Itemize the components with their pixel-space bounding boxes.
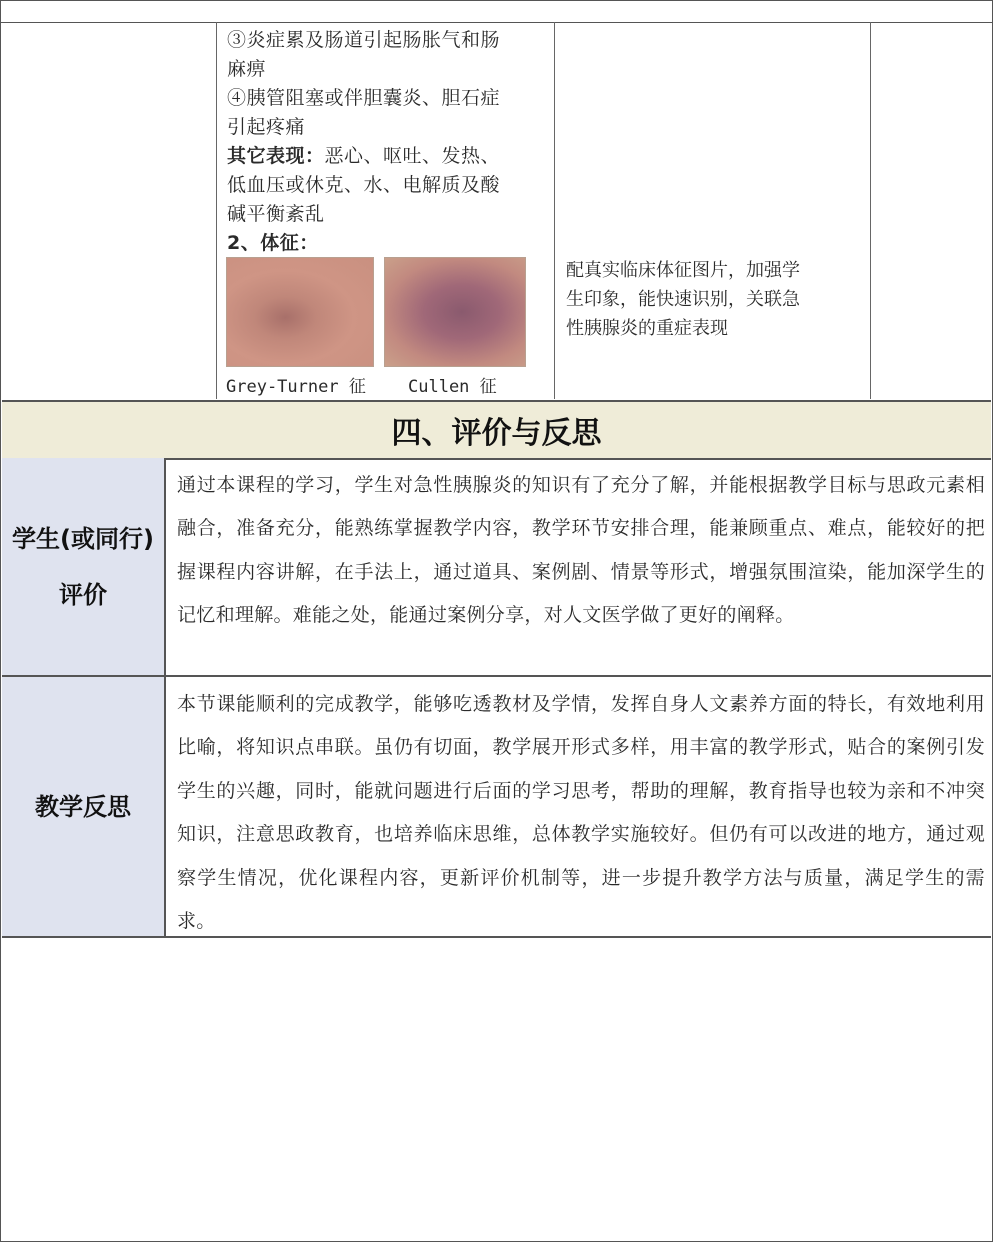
evaluation-row-reflection	[2, 677, 991, 938]
row-label	[2, 458, 166, 675]
teaching-note-line: 性胰腺炎的重症表现	[566, 318, 728, 339]
teaching-note	[566, 256, 858, 343]
symptom-line: 麻痹	[227, 58, 267, 80]
table-top-border	[0, 22, 993, 23]
row-label-line: 学生(或同行)	[12, 524, 154, 553]
other-symptoms-line: 低血压或休克、水、电解质及酸	[227, 174, 501, 196]
teaching-note-line: 配真实临床体征图片，加强学	[566, 260, 800, 281]
column-divider	[216, 22, 217, 399]
symptom-line: 引起疼痛	[227, 116, 306, 138]
evaluation-row-student	[2, 458, 991, 677]
row-text: 本节课能顺利的完成教学，能够吃透教材及学情，发挥自身人文素养方面的特长，有效地利用比喻，将知识点串联。虽仍有切面，教学展开形式多样，用丰富的教学形式，贴合的案例引发学生的兴趣，同时，能就问题进行后面的学习思考，帮助的理解，教育指导也较为亲和不冲突知识，注意思政教育，也培养临床思维，总体教学实施较好。但仍有可以改进的地方，通过观察学生情况，优化课程内容，更新评价机制等，进一步提升教学方法与质量，满足学生的需求。	[177, 693, 985, 933]
signs-title: 2、体征：	[227, 232, 319, 254]
other-symptoms-text: 恶心、呕吐、发热、	[324, 145, 501, 167]
row-label-line: 教学反思	[35, 792, 131, 821]
teaching-note-line: 生印象，能快速识别，关联急	[566, 289, 800, 310]
row-label-line: 评价	[59, 580, 107, 609]
column-divider	[870, 22, 871, 399]
symptom-line: ③炎症累及肠道引起肠胀气和肠	[227, 29, 501, 51]
section-title: 四、评价与反思	[2, 400, 991, 460]
column-divider	[554, 22, 555, 399]
row-label	[2, 677, 166, 936]
photo-caption-cullen: Cullen 征	[408, 377, 497, 397]
grey-turner-sign-photo	[226, 257, 374, 367]
clinical-content	[227, 26, 545, 258]
symptom-line: ④胰管阻塞或伴胆囊炎、胆石症	[227, 87, 501, 109]
other-symptoms	[227, 142, 545, 171]
photo-caption-grey-turner: Grey-Turner 征	[226, 377, 366, 397]
cullen-sign-photo	[384, 257, 526, 367]
other-symptoms-title: 其它表现：	[227, 145, 325, 167]
other-symptoms-line: 碱平衡紊乱	[227, 203, 325, 225]
row-text: 通过本课程的学习，学生对急性胰腺炎的知识有了充分了解，并能根据教学目标与思政元素相融合，准备充分，能熟练掌握教学内容，教学环节安排合理，能兼顾重点、难点，能较好的把握课程内容讲解，在手法上，通过道具、案例剧、情景等形式，增强氛围渲染，能加深学生的记忆和理解。难能之处，能通过案例分享，对人文医学做了更好的阐释。	[177, 474, 985, 627]
